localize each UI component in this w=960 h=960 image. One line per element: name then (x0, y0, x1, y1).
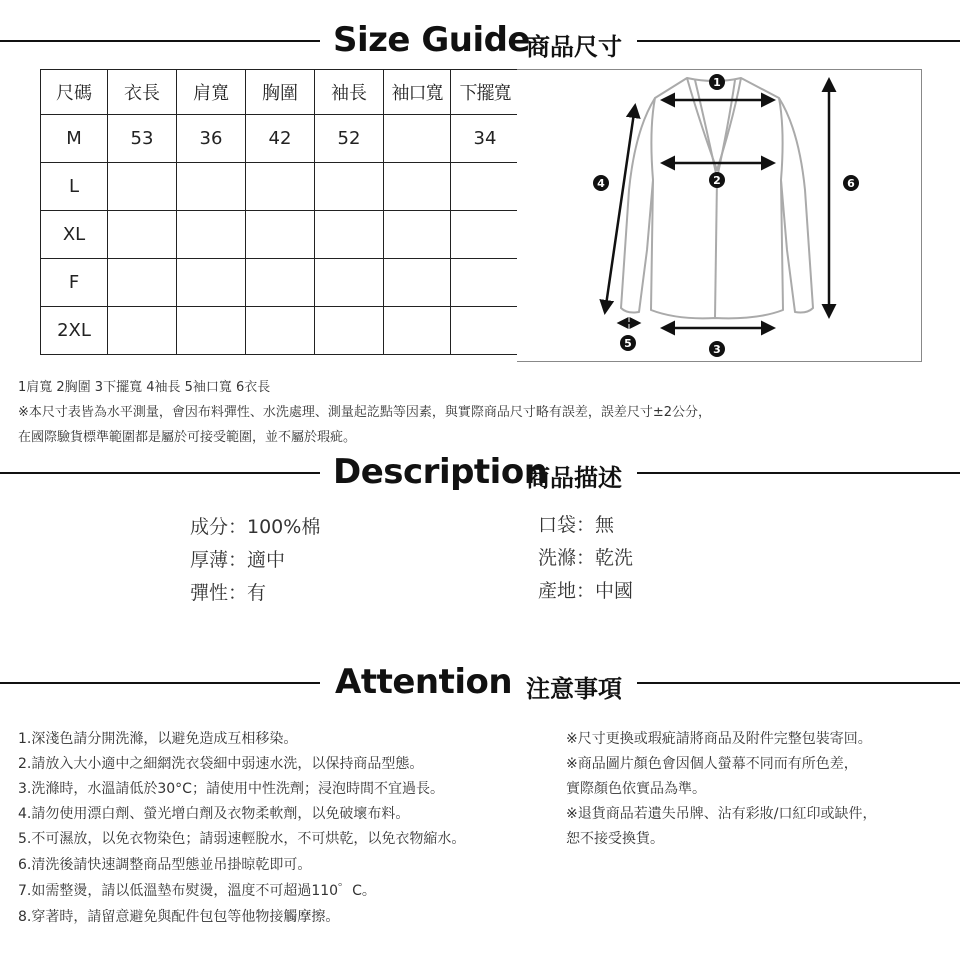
header-shoulder: 肩寬 (177, 70, 246, 115)
cell-hem (451, 259, 520, 307)
cell-cuff (384, 115, 451, 163)
divider-right (637, 472, 960, 474)
cell-hem: 34 (451, 115, 520, 163)
policy-line-4: ※退貨商品若遺失吊牌、沾有彩妝/口紅印或缺件， (566, 806, 877, 822)
header-chest: 胸圍 (246, 70, 315, 115)
svg-text:2: 2 (713, 174, 721, 187)
cell-shoulder (177, 307, 246, 355)
cell-length (108, 163, 177, 211)
size-guide-header (0, 20, 960, 60)
svg-text:3: 3 (713, 343, 721, 356)
header-sleeve: 袖長 (315, 70, 384, 115)
policy-line-3: 實際顏色依實品為準。 (566, 781, 706, 797)
cell-sleeve (315, 211, 384, 259)
size-label: F (41, 259, 108, 307)
svg-text:5: 5 (624, 337, 632, 350)
divider-left (0, 682, 320, 684)
description-header (0, 452, 960, 492)
care-item-5: 5.不可濕放，以免衣物染色；請弱速輕脫水，不可烘乾，以免衣物縮水。 (18, 831, 466, 847)
spec-washing: 洗滌：乾洗 (538, 547, 634, 569)
garment-outline (621, 78, 813, 318)
size-label: XL (41, 211, 108, 259)
header-hem: 下擺寬 (451, 70, 520, 115)
description-subtitle: 商品描述 (526, 464, 622, 492)
table-row (41, 259, 520, 307)
attention-title: Attention (335, 662, 513, 702)
divider-right (637, 40, 960, 42)
svg-text:4: 4 (597, 177, 605, 190)
care-item-8: 8.穿著時，請留意避免與配件包包等他物接觸摩擦。 (18, 909, 340, 925)
care-item-7: 7.如需整燙，請以低溫墊布熨燙，溫度不可超過110゜C。 (18, 883, 376, 899)
cell-sleeve (315, 259, 384, 307)
care-item-3: 3.洗滌時，水溫請低於30°C；請使用中性洗劑；浸泡時間不宜過長。 (18, 781, 444, 797)
cell-chest: 42 (246, 115, 315, 163)
table-row (41, 307, 520, 355)
cell-hem (451, 307, 520, 355)
care-item-1: 1.深淺色請分開洗滌，以避免造成互相移染。 (18, 731, 298, 747)
cell-cuff (384, 163, 451, 211)
cell-chest (246, 307, 315, 355)
attention-subtitle: 注意事項 (526, 675, 622, 703)
svg-text:6: 6 (847, 177, 855, 190)
cell-sleeve: 52 (315, 115, 384, 163)
table-row (41, 211, 520, 259)
cell-hem (451, 211, 520, 259)
divider-left (0, 472, 320, 474)
measurement-legend: 1肩寬 2胸圍 3下擺寬 4袖長 5袖口寬 6衣長 (18, 380, 271, 395)
table-row (41, 163, 520, 211)
header-cuff: 袖口寬 (384, 70, 451, 115)
cell-length (108, 307, 177, 355)
cell-shoulder: 36 (177, 115, 246, 163)
size-guide-subtitle: 商品尺寸 (526, 33, 622, 61)
cell-sleeve (315, 307, 384, 355)
header-length: 衣長 (108, 70, 177, 115)
cardigan-diagram (517, 70, 921, 361)
cell-chest (246, 163, 315, 211)
cell-cuff (384, 307, 451, 355)
policy-line-1: ※尺寸更換或瑕疵請將商品及附件完整包裝寄回。 (566, 731, 872, 747)
size-table (40, 69, 520, 355)
spec-pocket: 口袋：無 (538, 514, 615, 536)
size-guide-title: Size Guide (333, 20, 530, 60)
cell-hem (451, 163, 520, 211)
cell-cuff (384, 211, 451, 259)
cell-sleeve (315, 163, 384, 211)
care-item-4: 4.請勿使用漂白劑、螢光增白劑及衣物柔軟劑，以免破壞布料。 (18, 806, 410, 822)
spec-elasticity: 彈性：有 (190, 582, 267, 604)
policy-line-5: 恕不接受換貨。 (566, 831, 664, 847)
size-table-header-row (41, 70, 520, 115)
size-label: 2XL (41, 307, 108, 355)
disclaimer-line-1: ※本尺寸表皆為水平測量，會因布料彈性、水洗處理、測量起訖點等因素，與實際商品尺寸略有誤差，誤差尺寸±2公分， (18, 405, 712, 420)
attention-header (0, 662, 960, 702)
measurement-figure (517, 69, 922, 362)
cell-chest (246, 211, 315, 259)
size-label: L (41, 163, 108, 211)
header-size: 尺碼 (41, 70, 108, 115)
cell-shoulder (177, 259, 246, 307)
divider-right (637, 682, 960, 684)
cell-cuff (384, 259, 451, 307)
svg-text:1: 1 (713, 76, 721, 89)
care-item-6: 6.清洗後請快速調整商品型態並吊掛晾乾即可。 (18, 857, 312, 873)
care-item-2: 2.請放入大小適中之細網洗衣袋細中弱速水洗，以保持商品型態。 (18, 756, 424, 772)
cell-shoulder (177, 163, 246, 211)
cell-length (108, 259, 177, 307)
spec-origin: 產地：中國 (538, 580, 634, 602)
cell-length (108, 211, 177, 259)
cell-chest (246, 259, 315, 307)
spec-material: 成分：100%棉 (190, 516, 321, 538)
size-label: M (41, 115, 108, 163)
policy-line-2: ※商品圖片顏色會因個人螢幕不同而有所色差， (566, 756, 858, 772)
description-title: Description (333, 452, 548, 492)
spec-thickness: 厚薄：適中 (190, 549, 286, 571)
disclaimer-line-2: 在國際驗貨標準範圍都是屬於可接受範圍，並不屬於瑕疵。 (18, 430, 357, 445)
divider-left (0, 40, 320, 42)
cell-shoulder (177, 211, 246, 259)
table-row (41, 115, 520, 163)
cell-length: 53 (108, 115, 177, 163)
